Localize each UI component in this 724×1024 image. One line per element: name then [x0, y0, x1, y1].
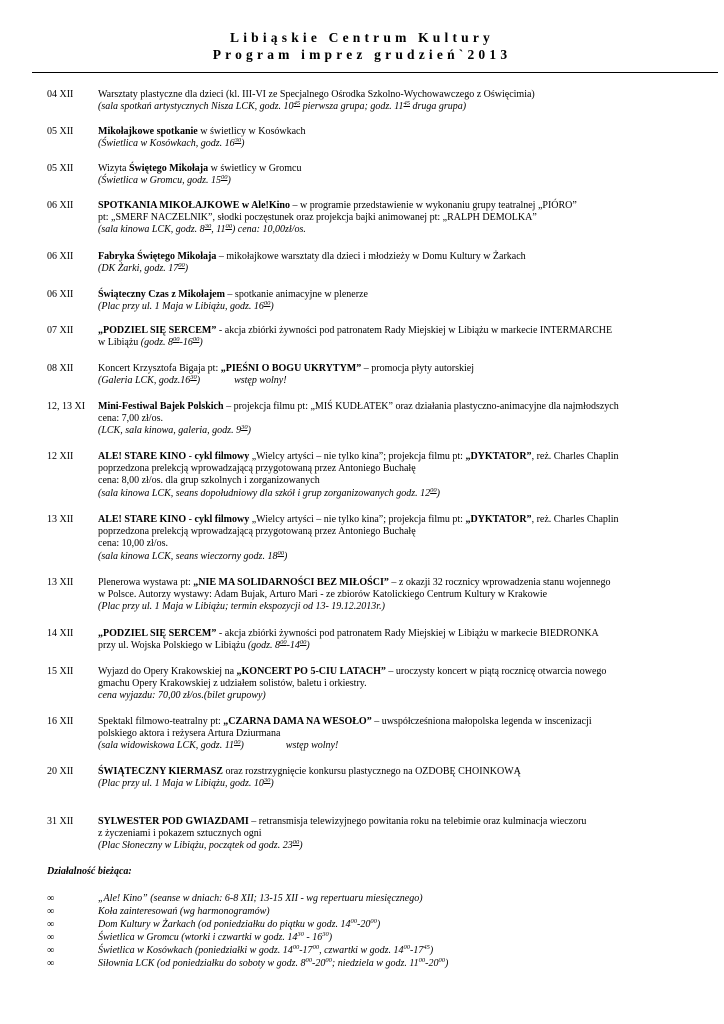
event-details: (sala spotkań artystycznych Nisza LCK, godz. $10^{45}$ pierwsza grupa; godz. $11^{45}$ druga grupa) — [98, 100, 467, 113]
infinity-icon: ∞ — [47, 945, 55, 956]
event-line: w Polsce. Autorzy wystawy: Adam Bujak, Arturo Mari - ze zbiorów Katolickiego Centrum Kultury w Krakowie — [98, 589, 548, 601]
section-title: Działalność bieżąca: — [47, 866, 132, 877]
event-date: 08 XII — [47, 363, 74, 374]
infinity-icon: ∞ — [47, 893, 55, 904]
event-line: z życzeniami i pokazem sztucznych ogni — [98, 828, 262, 840]
event-line: Wizyta Świętego Mikołaja w świetlicy w Gromcu — [98, 163, 302, 174]
event-line: Mikołajkowe spotkanie w świetlicy w Kosówkach — [98, 126, 306, 137]
event-price: cena: 10,00 zł/os. — [98, 538, 168, 550]
event-price: cena: 8,00 zł/os. dla grup szkolnych i zorganizowanych — [98, 475, 320, 487]
event-date: 06 XII — [47, 289, 74, 300]
event-details: (sala widowiskowa LCK, godz. $11^{00}$) wstęp wolny! — [98, 739, 339, 752]
event-line: SYLWESTER POD GWIAZDAMI – retransmisja telewizyjnego powitania roku na telebimie oraz kulminacja wieczoru — [98, 816, 587, 827]
event-details: przy ul. Wojska Polskiego w Libiążu (godz. $8^{00}-14^{00}$) — [98, 639, 310, 652]
event-date: 13 XII — [47, 577, 74, 588]
event-line: pt: „SMERF NACZELNIK”, słodki poczęstunek oraz projekcja bajki animowanej pt: „RALPH DEMOLKA” — [98, 212, 537, 224]
infinity-icon: ∞ — [47, 932, 55, 943]
event-line: Warsztaty plastyczne dla dzieci (kl. III-VI ze Specjalnego Ośrodka Szkolno-Wychowawczego z Oświęcimia) — [98, 89, 535, 100]
event-details: (Świetlica w Kosówkach, godz. $16^{30}$) — [98, 137, 245, 150]
event-line: Plenerowa wystawa pt: „NIE MA SOLIDARNOŚCI BEZ MIŁOŚCI” – z okazji 32 rocznicy wprowadzenia stanu wojennego — [98, 577, 611, 588]
event-line: ALE! STARE KINO - cykl filmowy „Wielcy artyści – nie tylko kina”; projekcja filmu pt: „DYKTATOR”, reż. Charles Chaplin — [98, 451, 619, 462]
event-details: w Libiążu (godz. $8^{00}-16^{00}$) — [98, 336, 203, 349]
event-line: poprzedzona prelekcją wprowadzającą przygotowaną przez Antoniego Buchałę — [98, 526, 416, 538]
event-line: Spektakl filmowo-teatralny pt: „CZARNA DAMA NA WESOŁO” – uwspółcześniona małopolska legenda w inscenizacji — [98, 716, 592, 727]
event-date: 12, 13 XI — [47, 401, 86, 412]
event-date: 05 XII — [47, 126, 74, 137]
event-line: Fabryka Świętego Mikołaja – mikołajkowe warsztaty dla dzieci i młodzieży w Domu Kultury w Żarkach — [98, 251, 526, 262]
header-divider — [32, 72, 718, 73]
event-details: (Galeria LCK, $godz.16^{30}$) wstęp wolny! — [98, 374, 287, 387]
event-date: 20 XII — [47, 766, 74, 777]
event-details: (Plac przy ul. 1 Maja w Libiążu, godz. $16^{00}$) — [98, 300, 274, 313]
event-date: 06 XII — [47, 251, 74, 262]
event-date: 16 XII — [47, 716, 74, 727]
event-line: Koncert Krzysztofa Bigaja pt: „PIEŚNI O BOGU UKRYTYM” – promocja płyty autorskiej — [98, 363, 474, 374]
event-details: (Świetlica w Gromcu, godz. $15^{00}$) — [98, 174, 231, 187]
event-line: SPOTKANIA MIKOŁAJKOWE w Ale!Kino – w programie przedstawienie w wykonaniu grupy teatralnej „PIÓRO” — [98, 200, 577, 211]
event-line: poprzedzona prelekcją wprowadzającą przygotowaną przez Antoniego Buchałę — [98, 463, 416, 475]
event-date: 12 XII — [47, 451, 74, 462]
event-line: gmachu Opery Krakowskiej z udziałem solistów, baletu i orkiestry. — [98, 678, 367, 690]
event-line: Świąteczny Czas z Mikołajem – spotkanie animacyjne w plenerze — [98, 289, 368, 300]
infinity-icon: ∞ — [47, 919, 55, 930]
event-line: polskiego aktora i reżysera Artura Dziurmana — [98, 728, 281, 740]
event-details: (Plac Słoneczny w Libiążu, początek od godz. $23^{00}$) — [98, 839, 303, 852]
event-line: Wyjazd do Opery Krakowskiej na „KONCERT PO 5-CIU LATACH” – uroczysty koncert w piątą rocznicę otwarcia nowego — [98, 666, 607, 677]
infinity-icon: ∞ — [47, 958, 55, 969]
event-details: (LCK, sala kinowa, galeria, godz. $9^{30}$) — [98, 424, 251, 437]
event-date: 06 XII — [47, 200, 74, 211]
event-details: (DK Żarki, godz. $17^{00}$) — [98, 262, 189, 275]
event-date: 07 XII — [47, 325, 74, 336]
header-title: Libiąskie Centrum Kultury — [229, 30, 494, 45]
event-details: (Plac przy ul. 1 Maja w Libiążu; termin ekspozycji od 13- 19.12.2013r.) — [98, 601, 385, 613]
event-details: (sala kinowa LCK, seans dopołudniowy dla szkół i grup zorganizowanych godz. $12^{00}$) — [98, 486, 440, 499]
event-date: 13 XII — [47, 514, 74, 525]
event-date: 14 XII — [47, 628, 74, 639]
event-price: cena wyjazdu: 70,00 zł/os.(bilet grupowy) — [98, 690, 266, 702]
event-line: „PODZIEL SIĘ SERCEM” - akcja zbiórki żywności pod patronatem Rady Miejskiej w Libiążu w markecie BIEDRONKA — [98, 628, 599, 639]
list-item-text: Świetlica w Kosówkach (poniedziałki w godz. $14^{00}-17^{00}$, czwartki w godz. $14^{00}-17^{45}$) — [98, 944, 434, 956]
event-line: ALE! STARE KINO - cykl filmowy „Wielcy artyści – nie tylko kina”; projekcja filmu pt: „DYKTATOR”, reż. Charles Chaplin — [98, 514, 619, 525]
event-details: (Plac przy ul. 1 Maja w Libiążu, godz. $10^{30}$) — [98, 777, 274, 790]
event-line: ŚWIĄTECZNY KIERMASZ oraz rozstrzygnięcie konkursu plastycznego na OZDOBĘ CHOINKOWĄ — [98, 766, 521, 777]
event-date: 04 XII — [47, 89, 74, 100]
event-date: 05 XII — [47, 163, 74, 174]
list-item-text: „Ale! Kino” (seanse w dniach: 6-8 XII; 13-15 XII - wg repertuaru miesięcznego) — [98, 893, 423, 904]
event-line: Mini-Festiwal Bajek Polskich – projekcja filmu pt: „MIŚ KUDŁATEK” oraz działania plastyczno-animacyjne dla najmłodszych — [98, 401, 619, 412]
event-details: (sala kinowa LCK, seans wieczorny godz. $18^{00}$) — [98, 549, 288, 562]
event-price: cena: 7,00 zł/os. — [98, 413, 163, 425]
infinity-icon: ∞ — [47, 906, 55, 917]
event-date: 15 XII — [47, 666, 74, 677]
list-item-text: Siłownia LCK (od poniedziałku do soboty w godz. $8^{00}-20^{00}$; niedziela w godz. $11^{00}-20^{00}$) — [98, 957, 449, 969]
event-details: (sala kinowa LCK, godz. $8^{30}$, $11^{00}$) cena: 10,00zł/os. — [98, 223, 306, 236]
list-item-text: Świetlica w Gromcu (wtorki i czwartki w godz. $14^{30} - 16^{30}$) — [98, 931, 333, 943]
event-date: 31 XII — [47, 816, 74, 827]
header-subtitle: Program imprez grudzień`2013 — [212, 47, 512, 62]
list-item-text: Dom Kultury w Żarkach (od poniedziałku do piątku w godz. $14^{00}-20^{00}$) — [98, 918, 381, 930]
list-item-text: Koła zainteresowań (wg harmonogramów) — [98, 906, 270, 917]
event-line: „PODZIEL SIĘ SERCEM” - akcja zbiórki żywności pod patronatem Rady Miejskiej w Libiążu w markecie INTERMARCHE — [98, 325, 613, 336]
